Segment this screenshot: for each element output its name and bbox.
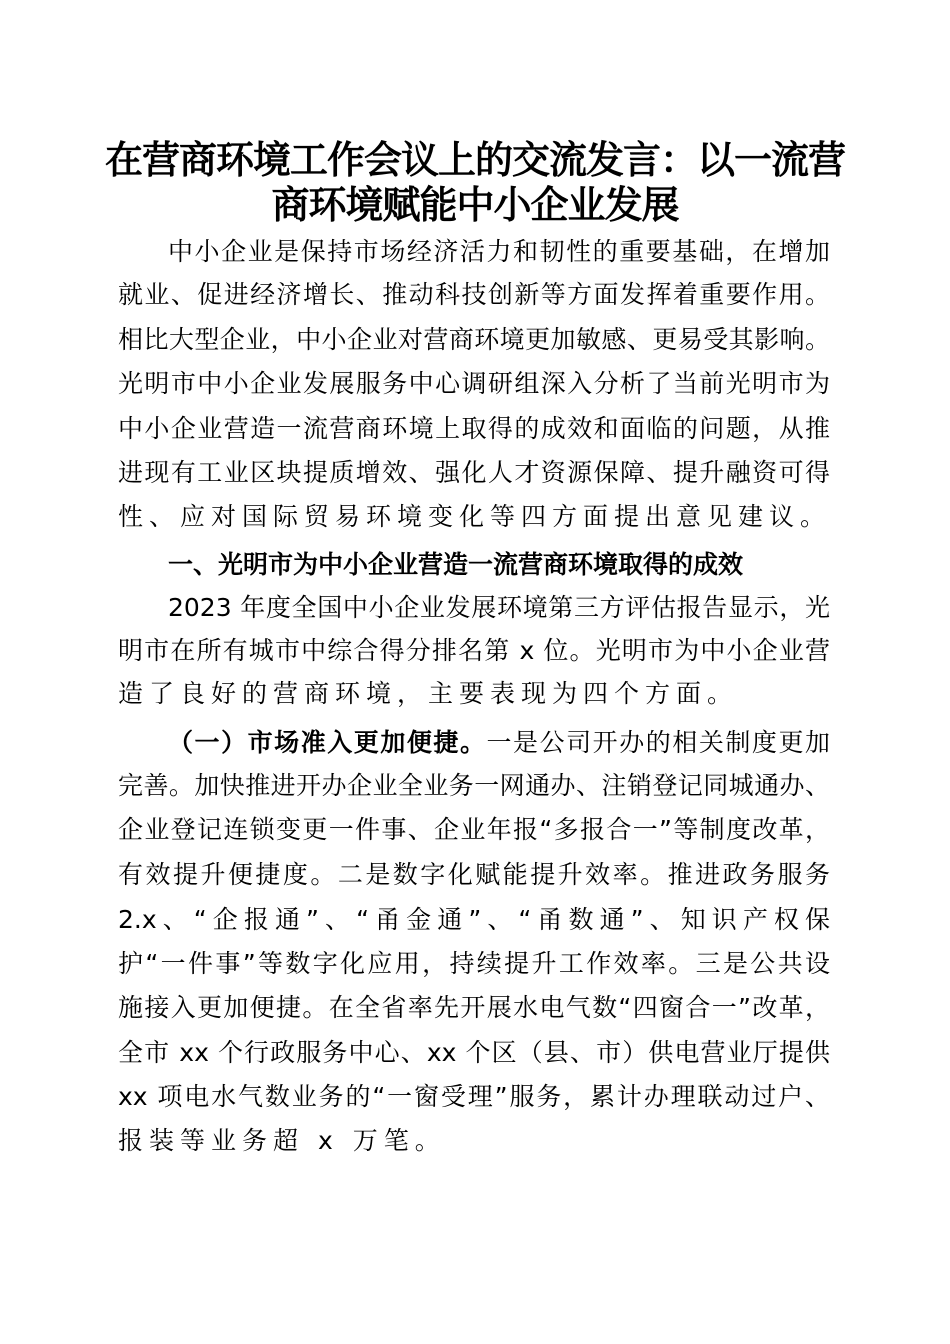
document-title-line-2: 商环境赋能中小企业发展 <box>271 182 679 227</box>
subsection-paragraph-line: 完善。加快推进开办企业全业务一网通办、注销登记同城通办、 <box>118 771 830 800</box>
section1-paragraph-line: 造了良好的营商环境，主要表现为四个方面。 <box>118 679 739 708</box>
subsection-first-line-text: 一是公司开办的相关制度更加 <box>486 728 830 757</box>
intro-paragraph-line: 中小企业是保持市场经济活力和韧性的重要基础，在增加 <box>168 237 830 266</box>
document-title-line-1: 在营商环境工作会议上的交流发言：以一流营 <box>104 137 845 182</box>
subsection-paragraph-line: 护“一件事”等数字化应用，持续提升工作效率。三是公共设 <box>118 949 830 978</box>
subsection-paragraph-line: 2.x、“企报通”、“甬金通”、“甬数通”、知识产权保 <box>118 905 830 934</box>
intro-paragraph-line: 相比大型企业，中小企业对营商环境更加敏感、更易受其影响。 <box>118 325 830 354</box>
intro-paragraph-line: 性、应对国际贸易环境变化等四方面提出意见建议。 <box>118 502 832 531</box>
subsection-paragraph-line: 全市 xx 个行政服务中心、xx 个区（县、市）供电营业厅提供 <box>118 1038 830 1067</box>
intro-paragraph-line: 光明市中小企业发展服务中心调研组深入分析了当前光明市为 <box>118 369 830 398</box>
subsection-paragraph-line: xx 项电水气数业务的“一窗受理”服务，累计办理联动过户、 <box>118 1082 830 1111</box>
subsection-heading: （一）市场准入更加便捷。 <box>168 728 487 757</box>
section1-paragraph-line: 明市在所有城市中综合得分排名第 x 位。光明市为中小企业营 <box>118 636 830 665</box>
subsection-paragraph-line: 报装等业务超 x 万笔。 <box>118 1126 446 1155</box>
section-heading: 一、光明市为中小企业营造一流营商环境取得的成效 <box>168 550 744 579</box>
subsection-first-line <box>168 723 830 763</box>
intro-paragraph-line: 进现有工业区块提质增效、强化人才资源保障、提升融资可得 <box>118 458 830 487</box>
intro-paragraph-line: 中小企业营造一流营商环境上取得的成效和面临的问题，从推 <box>118 414 830 443</box>
section1-paragraph-line: 2023 年度全国中小企业发展环境第三方评估报告显示，光 <box>168 593 830 622</box>
subsection-paragraph-line: 有效提升便捷度。二是数字化赋能提升效率。推进政务服务 <box>118 860 830 889</box>
subsection-paragraph-line: 施接入更加便捷。在全省率先开展水电气数“四窗合一”改革， <box>118 993 830 1022</box>
intro-paragraph-line: 就业、促进经济增长、推动科技创新等方面发挥着重要作用。 <box>118 280 830 309</box>
subsection-paragraph-line: 企业登记连锁变更一件事、企业年报“多报合一”等制度改革， <box>118 815 830 844</box>
